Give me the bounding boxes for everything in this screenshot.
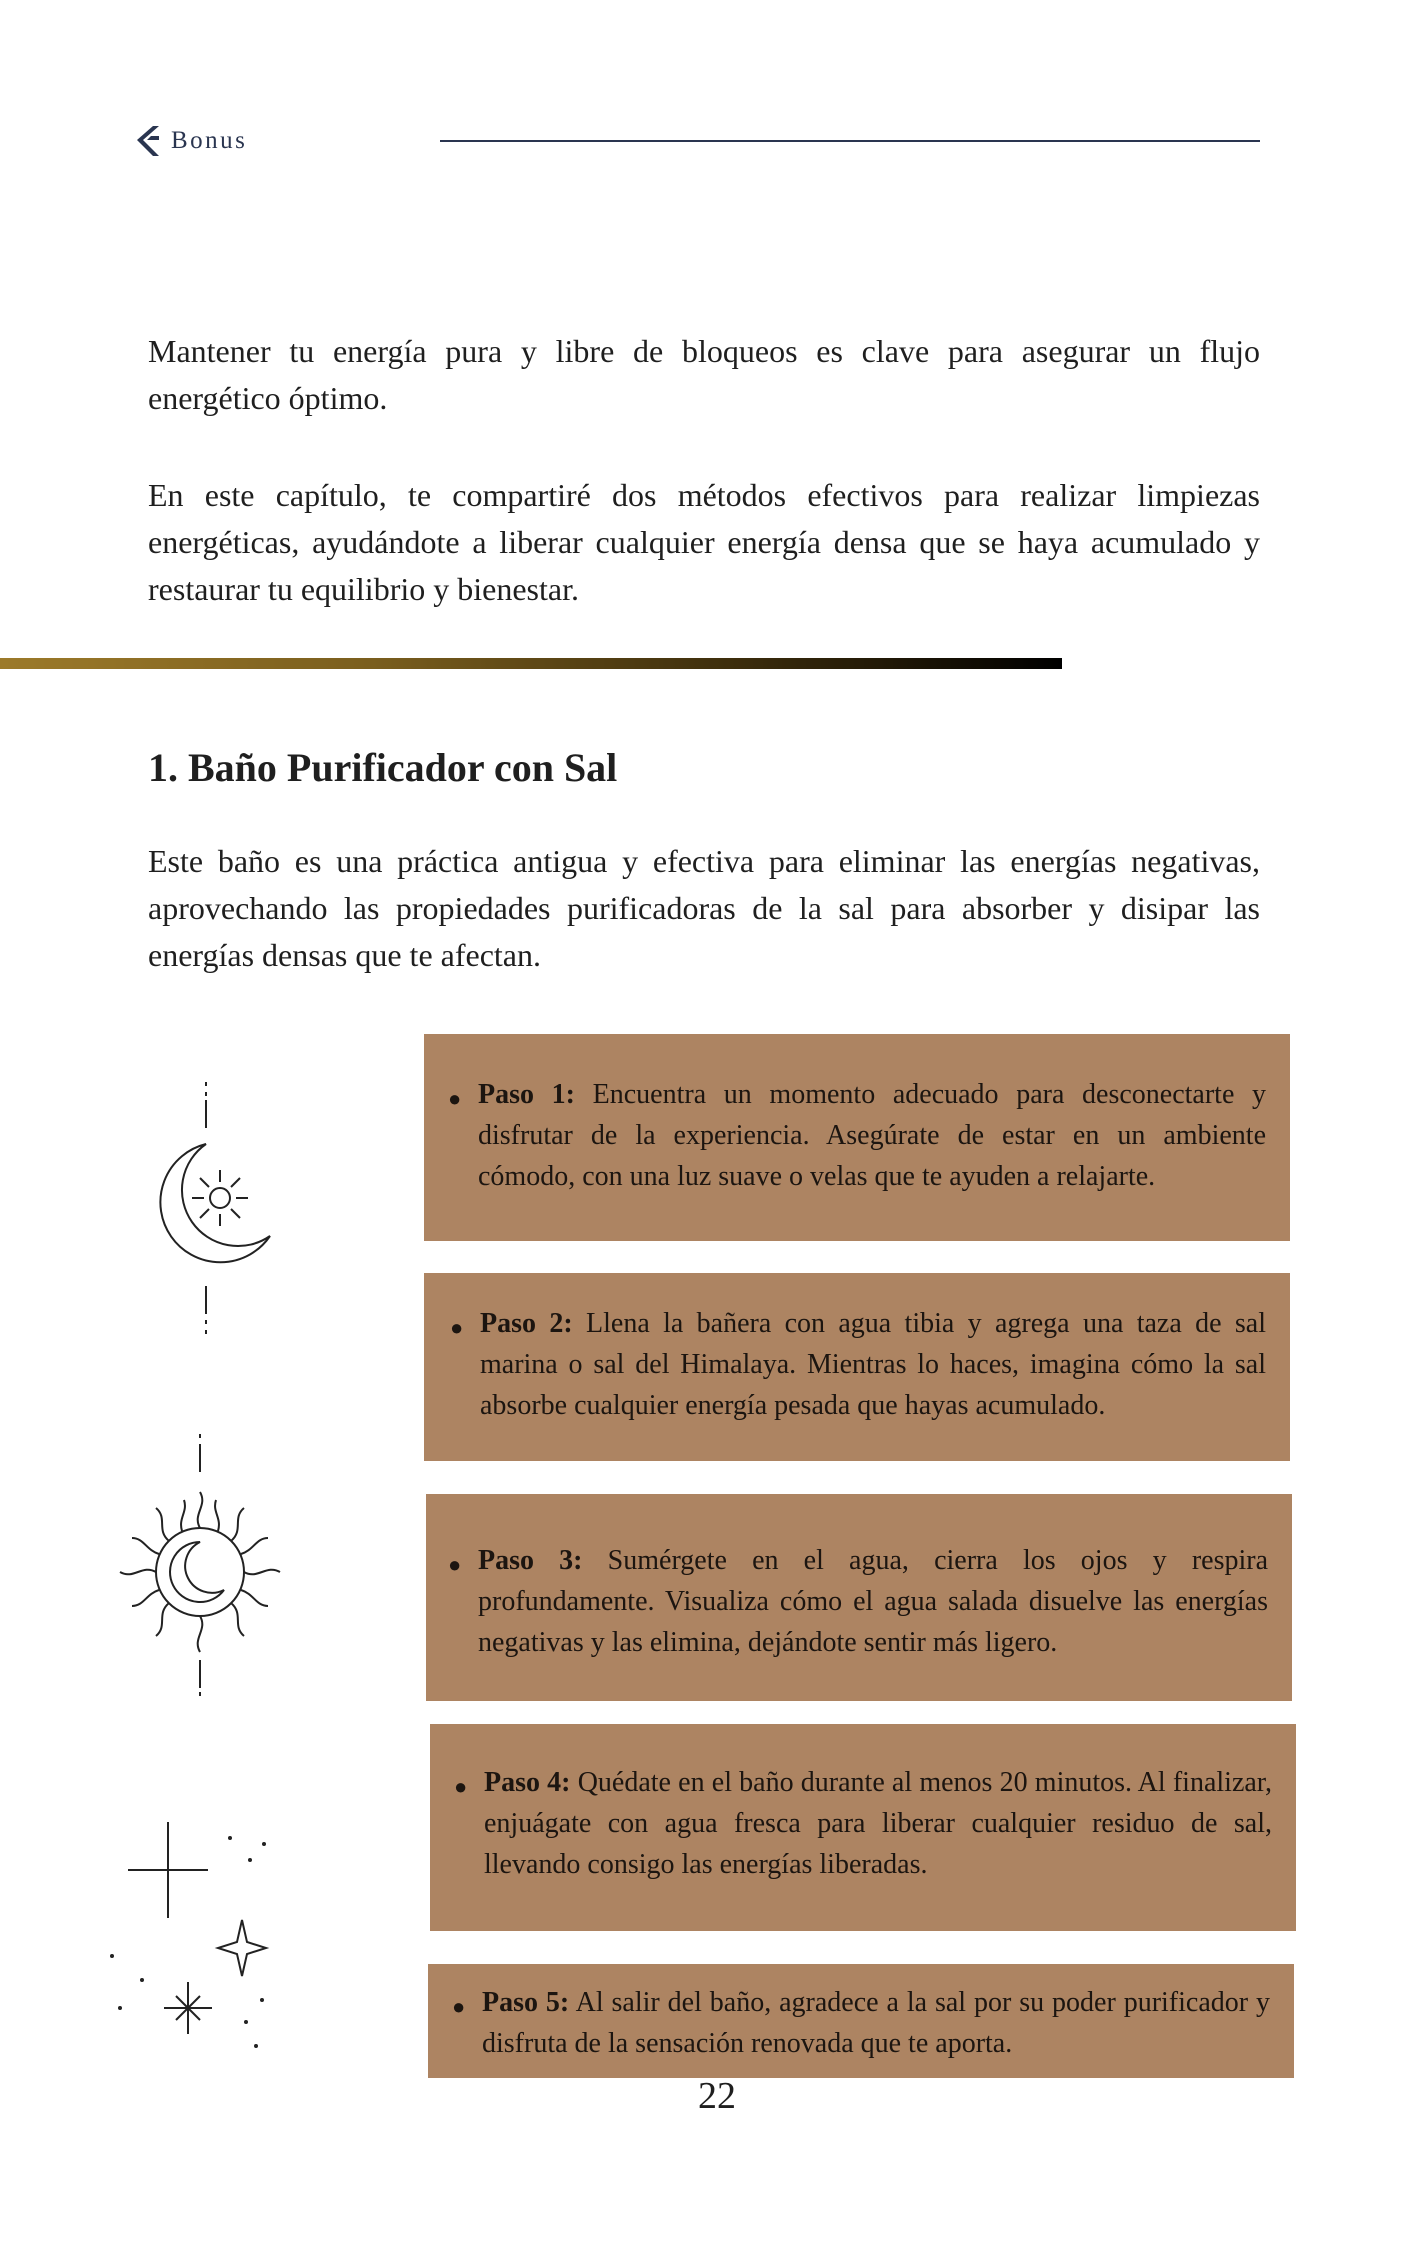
step-text: Sumérgete en el agua, cierra los ojos y respira profundamente. Visualiza cómo el agua salada disuelve las energías negativas y las elimina, dejándote sentir más ligero. [478,1545,1268,1658]
step-box-5 [428,1964,1294,2078]
step-label: Paso 1: [478,1079,575,1110]
step-text: Quédate en el baño durante al menos 20 minutos. Al finalizar, enjuágate con agua fresca para liberar cualquier residuo de sal, llevando consigo las energías liberadas. [484,1767,1273,1880]
step-box-2 [424,1273,1290,1461]
bullet-icon: ● [452,1994,466,2019]
bullet-icon: ● [448,1086,462,1111]
bullet-icon: ● [450,1315,464,1340]
intro-paragraph-2: En este capítulo, te compartiré dos métodos efectivos para realizar limpiezas energéticas, ayudándote a liberar cualquier energía densa que se haya acumulado y restaurar tu equilibrio y bienestar. [148,477,1260,607]
step-label: Paso 3: [478,1545,583,1576]
step-box-4 [430,1724,1296,1931]
step-label: Paso 2: [480,1308,573,1339]
step-text: Al salir del baño, agradece a la sal por su poder purificador y disfruta de la sensación renovada que te aporta. [482,1987,1270,2059]
chevron-logo-icon [135,124,163,158]
step-box-1 [424,1034,1290,1241]
moon-sun-icon [128,1078,288,1340]
bullet-icon: ● [448,1552,462,1577]
intro-paragraph-1: Mantener tu energía pura y libre de bloqueos es clave para asegurar un flujo energético óptimo. [148,333,1260,416]
step-box-3 [426,1494,1292,1701]
section-description: Este baño es una práctica antigua y efectiva para eliminar las energías negativas, aprovechando las propiedades purificadoras de la sal para absorber y disipar las energías densas que te afectan. [148,843,1260,973]
sparkles-icon [100,1812,280,2052]
header-rule [440,140,1260,142]
header-brand [135,120,247,162]
step-label: Paso 4: [484,1767,571,1798]
bullet-icon: ● [454,1774,468,1799]
sun-face-icon [112,1430,292,1700]
step-label: Paso 5: [482,1987,570,2018]
step-text: Encuentra un momento adecuado para desconectarte y disfrutar de la experiencia. Asegúrate de estar en un ambiente cómodo, con una luz suave o velas que te ayuden a relajarte. [478,1079,1267,1192]
page-number: 22 [698,2075,736,2117]
step-text: Llena la bañera con agua tibia y agrega una taza de sal marina o sal del Himalaya. Mientras lo haces, imagina cómo la sal absorbe cualquier energía pesada que hayas acumulado. [480,1308,1267,1421]
gold-divider [0,658,1062,669]
section-title: 1. Baño Purificador con Sal [148,745,618,790]
header-label: Bonus [171,127,248,154]
